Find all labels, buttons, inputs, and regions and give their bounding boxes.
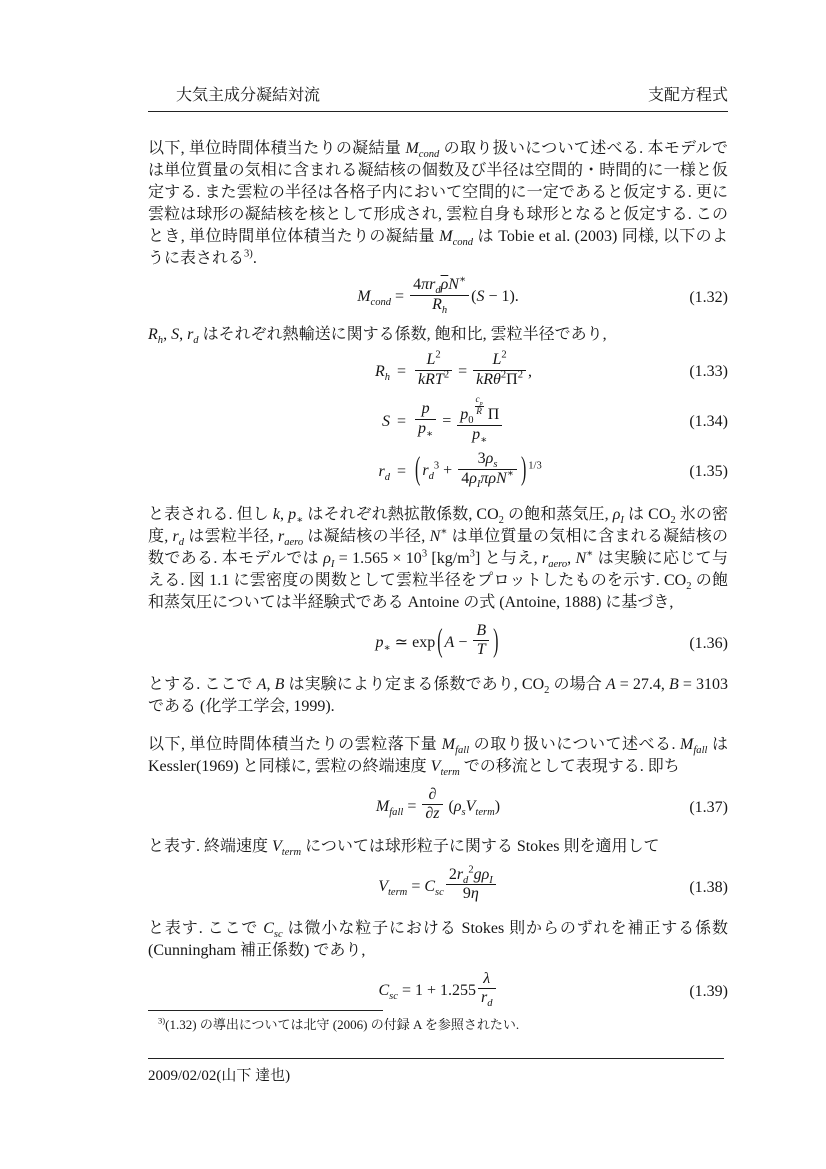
footer-date-author: 2009/02/02(山下 達也) — [148, 1068, 291, 1084]
equation-1-35-lhs: $r_d$ — [378, 462, 390, 483]
header-section-title: 支配方程式 — [647, 87, 728, 104]
equation-1-37-body: $M_{fall}$ = $\frac{\partial}{\partial z}$ $(\rho_sV_{term})$ — [375, 785, 501, 823]
paragraph-stokes-lead: と表す. 終端速度 $V_{term}$ については球形粒子に関する Stokes 則を適用して — [148, 837, 660, 858]
equation-1-37 — [148, 785, 728, 828]
equation-1-39-body: $C_{sc} = 1 + 1.255$ $\frac{\lambda}{r_d}$ — [378, 972, 497, 1011]
footnote — [148, 1010, 728, 1033]
page-footer — [148, 1058, 724, 1087]
equation-1-38-body: $V_{term} = C_{sc}$ $\frac{2r_d^2g\rho_I}{9\eta}$ — [378, 868, 498, 907]
equation-1-38-label: (1.38) — [689, 878, 728, 896]
page-header — [148, 86, 728, 112]
equation-1-38 — [148, 864, 728, 908]
equation-1-39-label: (1.39) — [689, 982, 728, 1000]
equation-1-34 — [148, 397, 728, 447]
equals-sign: = — [397, 462, 407, 480]
equation-1-36 — [148, 621, 728, 664]
paragraph-symbol-definitions: と表される. 但し k, $p_∗$ はそれぞれ熱拡散係数, $CO_2$ の飽和蒸気圧, $\rho_I$ は $CO_2$ 氷の密度, $r_d$ は雲粒半径, $r_{aero}$ は凝結核の半径, N∗ は単位質量の気相に含まれる凝結核の数である. 本モデルでは $\rho_I = 1.565 \times 10^3$ $[kg/m^3]$ と与え, $r_{aero}$, N∗ は実験に応じて与える. 図 1.1 に雲密度の関数として雲粒半径をプロットしたものを示す. $CO_2$ の飽和蒸気圧については半経験式である Antoine の式 (Antoine, 1888) に基づき, — [148, 505, 729, 611]
equation-1-33 — [148, 349, 728, 392]
paragraph-condensation-intro: 以下, 単位時間体積当たりの凝結量 $M_{cond}$ の取り扱いについて述べる. 本モデルでは単位質量の気相に含まれる凝結核の個数及び半径は空間的・時間的に一様と仮定する. また雲粒の半径は各格子内において空間的に一定であると仮定する. 更に雲粒は球形の凝結核を核として形成され, 雲粒自身も球形となると仮定する. このとき, 単位時間単位体積当たりの凝結量 $M_{cond}$ は Tobie et al. (2003) 同様, 以下のように表される$^{3)}$. — [148, 140, 728, 267]
equation-1-34-lhs: S — [382, 412, 390, 430]
equation-1-35 — [148, 452, 728, 492]
equation-1-33-rhs: $\frac{L^2}{kRT^2}$ = $\frac{L^2}{kR\theta^2\Pi^2}$ , — [413, 353, 532, 392]
equation-1-32 — [148, 274, 728, 318]
paragraph-fall-intro: 以下, 単位時間体積当たりの雲粒落下量 $M_{fall}$ の取り扱いについて述べる. $M_{fall}$ は Kessler(1969) と同様に, 雲粒の終端速度 $V_{term}$ での移流として表現する. 即ち — [148, 735, 728, 778]
equation-1-34-rhs: $\frac{p}{p_∗}$ = $p_0$ $\frac{c_p}{R}$ Π $p_∗$ — [413, 397, 504, 447]
equation-1-35-label: (1.35) — [689, 462, 728, 480]
footnote-text: $^{3)}$(1.32) の導出については北守 (2006) の付録 A を参照されたい. — [158, 1015, 520, 1032]
equation-1-33-lhs: $R_h$ — [374, 363, 390, 384]
equation-1-34-label: (1.34) — [689, 412, 728, 430]
text-column — [148, 86, 728, 1012]
equation-1-32-label: (1.32) — [689, 289, 728, 306]
paragraph-antoine-coefficients: とする. ここで A, B は実験により定まる係数であり, $CO_2$ の場合 A = 27.4, B = 3103 である (化学工学会, 1999). — [148, 675, 728, 715]
header-chapter-title: 大気主成分凝結対流 — [176, 87, 321, 104]
paragraph-cunningham: と表す. ここで $C_{sc}$ は微小な粒子における Stokes 則からのずれを補正する係数 (Cunningham 補正係数) であり, — [148, 919, 728, 959]
equals-sign: = — [397, 412, 407, 430]
equation-1-37-label: (1.37) — [689, 798, 728, 816]
equation-1-35-rhs: ( $r_d^3$ + $\frac{3\rho_s}{4\rho_I\pi\overline{\rho}N^∗}$ ) $^{1/3}$ — [415, 450, 542, 491]
paragraph-coefficients-lead: $R_h$, S, $r_d$ はそれぞれ熱輸送に関する係数, 飽和比, 雲粒半径であり, — [148, 326, 607, 347]
equation-1-39 — [148, 969, 728, 1012]
equation-1-36-label: (1.36) — [689, 634, 728, 652]
equation-1-32-body: $M_{cond}$ = $\frac{4\pi r_d\overline{\rho}N^∗}{R_h}$ (S − 1). — [357, 274, 519, 317]
equals-sign: = — [397, 363, 407, 380]
equation-1-36-body: $p_∗$ ≃ exp ( A − $\frac{B}{T}$ ) — [375, 621, 499, 659]
equation-group-1-33-to-1-35 — [148, 349, 728, 492]
equation-1-33-label: (1.33) — [689, 363, 728, 380]
footnote-separator-rule — [148, 1010, 383, 1011]
